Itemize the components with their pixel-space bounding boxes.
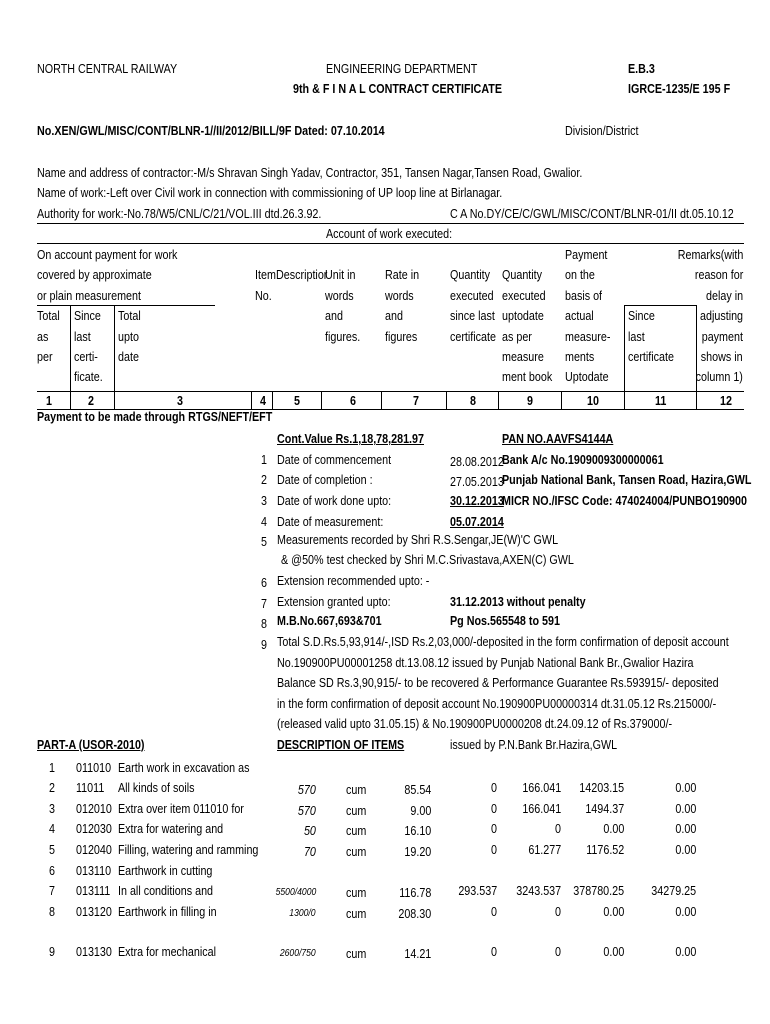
division-label: Division/District [565, 124, 639, 138]
cell-payment: 1176.52 [585, 843, 624, 857]
certificate-title: 9th & F I N A L CONTRACT CERTIFICATE [293, 82, 503, 96]
cell-code: 013120 [76, 905, 112, 919]
cell-payment: 0.00 [603, 945, 624, 959]
cell-quantity: 50 [304, 824, 316, 838]
cell-description: Extra for watering and [118, 822, 224, 836]
cell-remark-amount: 0.00 [675, 843, 696, 857]
cell-description: Earthwork in cutting [118, 864, 213, 878]
cell-since-last: 0 [491, 945, 497, 959]
cell-unit: cum [346, 845, 367, 859]
cell-unit: cum [346, 783, 367, 797]
cell-rate: 208.30 [398, 907, 431, 921]
cell-payment: 1494.37 [585, 802, 624, 816]
cell-code: 11011 [76, 781, 105, 795]
cell-unit: cum [346, 824, 367, 838]
cell-unit: cum [346, 804, 367, 818]
cell-remark-amount: 0.00 [675, 905, 696, 919]
cell-description: In all conditions and [118, 884, 214, 898]
cell-code: 013111 [76, 884, 111, 898]
payment-note: Payment to be made through RTGS/NEFT/EFT [37, 410, 273, 424]
cell-since-last: 0 [491, 802, 497, 816]
part-a-title: PART-A (USOR-2010) [37, 738, 145, 752]
cell-since-last: 293.537 [458, 884, 497, 898]
cell-sl: 2 [49, 781, 55, 795]
cell-code: 013110 [76, 864, 112, 878]
cell-rate: 116.78 [398, 886, 431, 900]
department: ENGINEERING DEPARTMENT [326, 62, 478, 76]
letter-number: No.XEN/GWL/MISC/CONT/BLNR-1//II/2012/BILL/9F Dated: 07.10.2014 [37, 124, 385, 138]
cell-remark-amount: 0.00 [675, 781, 696, 795]
ca-number: C A No.DY/CE/C/GWL/MISC/CONT/BLNR-01/II dt.05.10.12 [450, 207, 734, 221]
cell-unit: cum [346, 886, 367, 900]
cell-payment: 378780.25 [573, 884, 624, 898]
cell-payment: 0.00 [603, 822, 624, 836]
cell-upto-date: 61.277 [528, 843, 561, 857]
authority: Authority for work:-No.78/W5/CNL/C/21/VOL.III dtd.26.3.92. [37, 207, 322, 221]
cell-rate: 14.21 [404, 947, 431, 961]
cell-code: 012030 [76, 822, 112, 836]
cell-since-last: 0 [491, 781, 497, 795]
cell-code: 012010 [76, 802, 112, 816]
cell-upto-date: 166.041 [522, 802, 561, 816]
contractor-info: Name and address of contractor:-M/s Shravan Singh Yadav, Contractor, 351, Tansen Nagar,Tansen Road, Gwalior. [37, 166, 583, 180]
cell-quantity: 2600/750 [280, 948, 316, 959]
work-name: Name of work:-Left over Civil work in connection with commissioning of UP loop line at Birlanagar. [37, 186, 503, 200]
cell-remark-amount: 34279.25 [651, 884, 696, 898]
cell-code: 011010 [76, 761, 112, 775]
cell-quantity: 570 [298, 804, 316, 818]
cell-rate: 19.20 [404, 845, 431, 859]
cell-since-last: 0 [491, 822, 497, 836]
cell-code: 013130 [76, 945, 112, 959]
cell-upto-date: 0 [555, 945, 561, 959]
cell-remark-amount: 0.00 [675, 945, 696, 959]
cell-quantity: 70 [304, 845, 316, 859]
cell-rate: 16.10 [404, 824, 431, 838]
cell-description: Extra over item 011010 for [118, 802, 244, 816]
cell-upto-date: 166.041 [522, 781, 561, 795]
cell-quantity: 5500/4000 [275, 887, 316, 898]
cell-payment: 0.00 [603, 905, 624, 919]
cell-quantity: 1300/0 [289, 908, 316, 919]
cell-description: Earthwork in filling in [118, 905, 217, 919]
cell-since-last: 0 [491, 905, 497, 919]
cell-sl: 7 [49, 884, 55, 898]
cell-remark-amount: 0.00 [675, 822, 696, 836]
cell-rate: 9.00 [410, 804, 431, 818]
cell-sl: 9 [49, 945, 55, 959]
cell-quantity: 570 [298, 783, 316, 797]
cell-upto-date: 3243.537 [516, 884, 561, 898]
contract-value: Cont.Value Rs.1,18,78,281.97 [277, 432, 425, 446]
cell-sl: 5 [49, 843, 55, 857]
cell-description: Filling, watering and ramming [118, 843, 259, 857]
cell-since-last: 0 [491, 843, 497, 857]
description-title: DESCRIPTION OF ITEMS [277, 738, 405, 752]
cell-remark-amount: 0.00 [675, 802, 696, 816]
cell-description: All kinds of soils [118, 781, 195, 795]
account-title: Account of work executed: [326, 227, 453, 241]
header-description: Descriptior [276, 268, 328, 282]
cell-unit: cum [346, 907, 367, 921]
reference-code: IGRCE-1235/E 195 F [628, 82, 731, 96]
cell-sl: 4 [49, 822, 55, 836]
cell-unit: cum [346, 947, 367, 961]
cell-description: Earth work in excavation as [118, 761, 250, 775]
pan-number: PAN NO.AAVFS4144A [502, 432, 614, 446]
form-number: E.B.3 [628, 62, 655, 76]
org-name: NORTH CENTRAL RAILWAY [37, 62, 178, 76]
cell-payment: 14203.15 [579, 781, 624, 795]
cell-code: 012040 [76, 843, 112, 857]
cell-upto-date: 0 [555, 905, 561, 919]
cell-upto-date: 0 [555, 822, 561, 836]
cell-sl: 6 [49, 864, 55, 878]
cell-sl: 3 [49, 802, 55, 816]
cell-sl: 8 [49, 905, 55, 919]
cell-sl: 1 [49, 761, 55, 775]
cell-description: Extra for mechanical [118, 945, 216, 959]
cell-rate: 85.54 [404, 783, 431, 797]
